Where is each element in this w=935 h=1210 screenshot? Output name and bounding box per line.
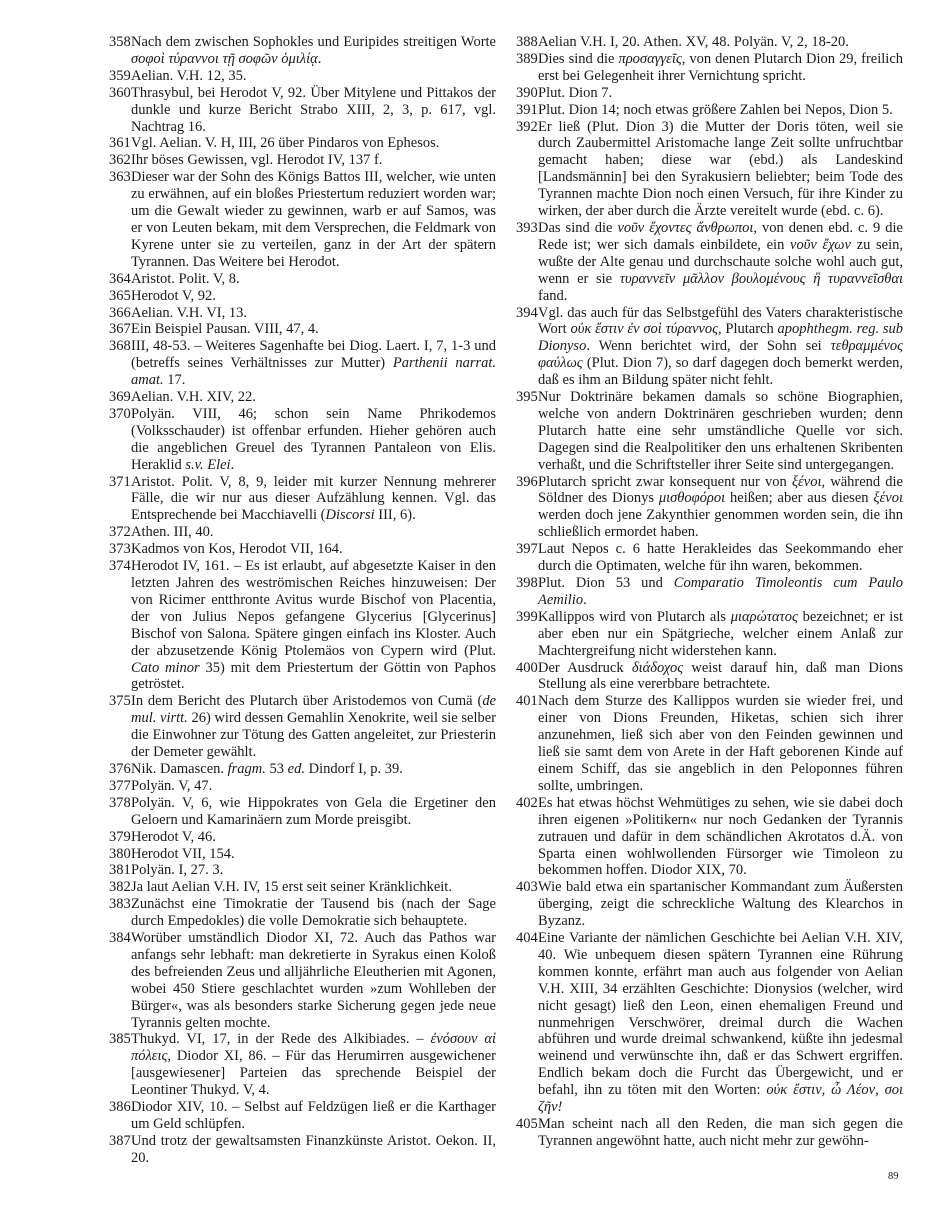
endnote: [516, 541, 903, 575]
endnote-number: 373: [109, 541, 131, 558]
endnote-number: 378: [109, 794, 131, 811]
endnote: [109, 829, 496, 846]
endnote-number: 403: [516, 879, 538, 896]
endnote: [109, 338, 496, 389]
endnote-text: Plut. Dion 7.: [538, 84, 613, 101]
endnote-text: Herodot VII, 154.: [131, 845, 235, 862]
endnote: [109, 541, 496, 558]
endnote: [109, 1133, 496, 1167]
endnote: [109, 879, 496, 896]
endnote-number: 393: [516, 219, 538, 236]
endnote: [516, 693, 903, 794]
endnote-italic-text: τυραννεῖν μᾶλλον βουλομένους ἢ τυραννεῖσθαι: [619, 270, 903, 287]
endnote-text: Kadmos von Kos, Herodot VII, 164.: [131, 541, 343, 558]
endnote-text: Er ließ (Plut. Dion 3) die Mutter der Doris töten, weil sie durch Zaubermittel Aristomache lange Zeit sollte unfruchtbar gemacht haben; diese war (ebd.) als Landeskind [Landsmännin] bei den Syrakusiern beliebter; beim Tode des Tyrannen machte Dion noch einen Versuch, für ihre Kinder zu wirken, der aber durch die Ärzte vereitelt wurde (ebd. c. 6).: [538, 118, 903, 220]
endnote-text: Polyän. VIII, 46; schon sein Name Phrikodemos (Volksschauder) ist offenbar erfunden. Hieher gehören auch die angeblichen Greuel des Tyrannen Pantaleon von Elis. Heraklid: [131, 405, 496, 473]
endnote: [109, 169, 496, 270]
endnote-text: , während die Söldner des Dionys: [538, 473, 903, 507]
endnote-text: Man scheint nach all den Reden, die man sich gegen die Tyrannen angewöhnt hatte, auch nicht mehr zur gewöhn-: [538, 1116, 903, 1149]
endnote-number: 389: [516, 50, 538, 67]
endnote-number: 358: [109, 34, 131, 50]
endnote-italic-text: ξένοι: [791, 473, 822, 490]
endnote-number: 375: [109, 693, 131, 710]
endnote-text: Nach dem zwischen Sophokles und Euripides streitigen Worte: [131, 34, 496, 50]
endnote-text: weist darauf hin, daß man Dions Stellung als eine vererbbare betrachtete.: [538, 659, 903, 693]
endnote-text: Vgl. das auch für das Selbstgefühl des Vaters charakteristische Wort: [538, 304, 903, 338]
endnote-text: (Plut. Dion 7), so darf dagegen doch bemerkt werden, daß es ihm an Bildung später nicht fehlt.: [538, 355, 903, 389]
endnote-text: Thukyd. VI, 17, in der Rede des Alkibiades. –: [131, 1031, 431, 1048]
endnote: [109, 930, 496, 1031]
endnote: [109, 135, 496, 152]
left-notes-column: [109, 34, 496, 1167]
endnote-italic-text: fragm.: [227, 760, 266, 777]
endnote: [516, 930, 903, 1116]
endnote-text: Das sind die: [538, 219, 618, 236]
endnote-text: Dindorf I, p. 39.: [304, 760, 403, 777]
endnote-text: Vgl. Aelian. V. H, III, 26 über Pindaros von Ephesos.: [131, 135, 440, 152]
endnote-text: bezeichnet; er ist aber eben nur ein Spätgrieche, welcher einem Anlaß zur Machtergreifung nicht widerstehen kann.: [538, 608, 903, 659]
endnote-text: Kallippos wird von Plutarch als: [538, 608, 731, 625]
endnote-text: Athen. III, 40.: [131, 524, 214, 541]
endnote-italic-text: ξένοι: [873, 490, 903, 507]
endnote-italic-text: Discorsi: [325, 507, 375, 524]
endnote-number: 363: [109, 169, 131, 186]
endnote: [109, 896, 496, 930]
endnote-text: Wie bald etwa ein spartanischer Kommandant zum Äußersten überging, zeigt die schreckliche Waltung des Klearchos in Byzanz.: [538, 879, 903, 930]
endnote-italic-text: σοφοὶ τύραννοι τῇ σοφῶν ὁμιλίᾳ: [131, 50, 318, 67]
endnote: [109, 152, 496, 169]
endnote-number: 380: [109, 845, 131, 862]
endnote: [516, 102, 903, 119]
endnote: [109, 693, 496, 761]
endnote-text: , von denen Plutarch Dion 29, freilich erst bei Gelegenheit ihrer Vernichtung spricht.: [538, 50, 904, 84]
endnote-number: 394: [516, 304, 538, 321]
endnote: [109, 34, 496, 68]
endnote: [516, 660, 903, 694]
endnote-italic-text: de mul. virtt.: [131, 693, 496, 727]
endnote: [109, 846, 496, 863]
endnote-text: Diodor XIV, 10. – Selbst auf Feldzügen ließ er die Karthager um Geld schlüpfen.: [131, 1099, 496, 1132]
endnote-text: Zunächst eine Timokratie der Tausend bis (nach der Sage durch Empedokles) die volle Demokratie sich behauptete.: [131, 896, 496, 930]
endnote-text: fand.: [538, 287, 568, 304]
endnote-text: Ja laut Aelian V.H. IV, 15 erst seit seiner Kränklichkeit.: [131, 879, 452, 896]
endnote-number: 401: [516, 693, 538, 710]
endnote: [109, 761, 496, 778]
endnote: [516, 34, 903, 51]
endnote-text: .: [317, 50, 322, 67]
endnote-text: , von denen ebd. c. 9 die Rede ist; wer sich damals einbildete, ein: [538, 219, 903, 253]
endnote-number: 395: [516, 389, 538, 406]
endnote-text: Nur Doktrinäre bekamen damals so schöne Biographien, welche von andern Doktrinären geschrieben wurden; denn Plutarch hatte eine sehr umständliche Quelle vor sich. Dagegen sind die Realpolitiker den uns erhaltenen Skribenten verhaßt, und die Schriftsteller ihrer Seite sind untergegangen.: [538, 389, 903, 473]
endnote: [516, 305, 903, 390]
endnote: [109, 558, 496, 693]
endnote-number: 388: [516, 34, 538, 50]
endnote-number: 397: [516, 541, 538, 558]
endnote: [109, 85, 496, 136]
endnote-text: 26) wird dessen Gemahlin Xenokrite, weil sie selber die Einwohner zur Tötung des Gatten angeleitet, zur Priesterin der Demeter gewählt.: [131, 710, 496, 761]
endnote-text: Dieser war der Sohn des Königs Battos III, welcher, wie unten zu erwähnen, auf ein bloßes Priestertum reduziert worden war; um die Gewalt wieder zu gewinnen, warb er auf Samos, was er von Leuten bekam, mit dem Versprechen, die Feldmark von Kyrene unter sie zu verteilen, ganz in der Art der spätern Tyrannen. Das Weitere bei Herodot.: [131, 169, 496, 270]
page-number: 89: [888, 1171, 899, 1182]
endnote: [516, 474, 903, 542]
endnote: [516, 220, 903, 305]
endnote-text: 17.: [163, 372, 186, 389]
endnote-number: 382: [109, 879, 131, 896]
endnote-italic-text: Parthenii narrat. amat.: [131, 355, 497, 389]
endnote-text: , Diodor XI, 86. – Für das Herumirren ausgewichener [ausgewiesener] Parteien das sprechende Beispiel der Leontiner Thukyd. V, 4.: [131, 1048, 496, 1099]
endnote: [516, 51, 903, 85]
endnote-number: 383: [109, 896, 131, 913]
endnote-number: 404: [516, 930, 538, 947]
endnote-text: 53: [265, 760, 288, 777]
endnote-number: 364: [109, 270, 131, 287]
endnote-text: III, 48-53. – Weiteres Sagenhafte bei Diog. Laert. I, 7, 1-3 und (betreffs seines Verhältnisses zur Mutter): [131, 338, 496, 372]
endnote-text: In dem Bericht des Plutarch über Aristodemos von Cumä (: [131, 693, 483, 710]
endnote: [109, 778, 496, 795]
endnote: [109, 389, 496, 406]
endnote: [516, 85, 903, 102]
endnote-number: 377: [109, 777, 131, 794]
endnote: [516, 389, 903, 474]
endnote-number: 362: [109, 152, 131, 169]
endnote: [109, 305, 496, 322]
endnote-text: Polyän. V, 47.: [131, 777, 213, 794]
endnote: [109, 321, 496, 338]
endnote-italic-text: μιαρώτατος: [730, 608, 798, 625]
endnote-text: Plut. Dion 14; noch etwas größere Zahlen bei Nepos, Dion 5.: [538, 101, 893, 118]
endnote-italic-text: Comparatio Timoleontis cum Paulo Aemilio: [538, 575, 903, 608]
endnote-text: Ihr böses Gewissen, vgl. Herodot IV, 137 f.: [131, 152, 383, 169]
endnote-text: zu sein, wußte der Alte genau und durchschaute solche wohl auch gut, wenn er sie: [538, 236, 903, 287]
endnote-text: .: [230, 456, 235, 473]
endnote-number: 392: [516, 118, 538, 135]
endnote-text: Es hat etwas höchst Wehmütiges zu sehen, wie sie dabei doch ihren eigenen »Politikern« nur noch Gedanken der Tyrannis zutrauen und dafür in dem schändlichen Akrotatos d.Ä. von Sparta einen wohlwollenden Fürsorger wie Timoleon zu bekommen hoffen. Diodor XIX, 70.: [538, 794, 903, 879]
endnote: [109, 271, 496, 288]
endnote-text: Plut. Dion 53 und: [538, 575, 674, 591]
endnote-italic-text: οὐκ ἔστιν ἐν σοὶ τύραννος: [570, 321, 718, 338]
endnote-number: 360: [109, 84, 131, 101]
endnote-number: 386: [109, 1099, 131, 1116]
endnote: [516, 575, 903, 609]
endnote-text: Polyän. I, 27. 3.: [131, 862, 224, 879]
endnote-italic-text: ἐνόσουν αἱ πόλεις: [131, 1031, 496, 1065]
endnote-number: 371: [109, 473, 131, 490]
endnote-text: .: [583, 591, 587, 608]
endnote-text: Der Ausdruck: [538, 659, 632, 676]
endnote-number: 400: [516, 659, 538, 676]
endnote-text: Herodot IV, 161. – Es ist erlaubt, auf abgesetzte Kaiser in den letzten Jahren des weströmischen Reiches hinzuweisen: Der von Ricimer entthronte Avitus wurde Bischof von Placentia, der von Julius Nepos gefangene Glycerius [Glycerinus] Bischof von Salona. Spätere gingen einfach ins Kloster. Auch der abzusetzende König Ptolemäos von Cypern wird (Plut.: [131, 558, 496, 659]
endnote-text: Aelian. V.H. 12, 35.: [131, 67, 247, 84]
endnote-number: 402: [516, 794, 538, 811]
endnote: [516, 119, 903, 220]
endnote-text: Aelian V.H. I, 20. Athen. XV, 48. Polyän. V, 2, 18-20.: [538, 34, 849, 50]
endnote-number: 391: [516, 101, 538, 118]
endnote-number: 372: [109, 524, 131, 541]
endnote: [109, 474, 496, 525]
endnote-text: Herodot V, 46.: [131, 828, 216, 845]
endnote-number: 396: [516, 473, 538, 490]
endnote-italic-text: οὐκ ἔστιν, ὦ Λέον, σοι ζῆν!: [538, 1082, 903, 1116]
endnote-number: 384: [109, 930, 131, 947]
endnote-text: Nik. Damascen.: [131, 760, 228, 777]
endnote-number: 405: [516, 1116, 538, 1132]
endnote-text: , Plutarch: [718, 321, 778, 338]
endnote: [516, 879, 903, 930]
endnote-text: Aristot. Polit. V, 8.: [131, 270, 240, 287]
endnote-text: Und trotz der gewaltsamsten Finanzkünste Aristot. Oekon. II, 20.: [131, 1132, 496, 1166]
endnote-text: Aelian. V.H. VI, 13.: [131, 304, 247, 321]
endnote: [109, 862, 496, 879]
endnote-text: Worüber umständlich Diodor XI, 72. Auch das Pathos war anfangs sehr lebhaft: man dekretierte in Syrakus einen Koloß des befreienden Zeus und alljährliche Eleutherien mit Agonen, wobei 450 Stiere geschlachtet wurden »zum Wohlleben der Bürger«, was als besonders starke Sicherung gegen jede neue Tyrannis gelten mochte.: [131, 930, 496, 1031]
right-notes-column: [516, 34, 903, 1150]
endnote-number: 387: [109, 1132, 131, 1149]
endnote-italic-text: προσαγγεῖς: [618, 50, 682, 67]
endnote-number: 359: [109, 67, 131, 84]
endnote-number: 361: [109, 135, 131, 152]
endnote-number: 370: [109, 405, 131, 422]
endnote-italic-text: μισθοφόροι: [658, 490, 726, 507]
endnote-number: 365: [109, 287, 131, 304]
endnote-number: 399: [516, 608, 538, 625]
endnote-number: 369: [109, 389, 131, 406]
endnote-italic-text: apophthegm. reg. sub Dionyso: [538, 321, 904, 355]
endnote: [109, 524, 496, 541]
endnote-text: 35) mit dem Priestertum der Göttin von Paphos getröstet.: [131, 659, 496, 693]
endnote: [109, 1031, 496, 1099]
endnote-text: Thrasybul, bei Herodot V, 92. Über Mitylene und Pittakos der dunkle und kurze Bericht Strabo XIII, 2, 3, p. 617, vgl. Nachtrag 16.: [131, 84, 496, 135]
endnote-text: Herodot V, 92.: [131, 287, 216, 304]
endnote-number: 368: [109, 338, 131, 355]
endnote-text: werden doch jene Zakynthier genommen worden sein, die ihn schließlich ermordet haben.: [538, 507, 903, 541]
endnote: [109, 1099, 496, 1133]
endnote-text: Plutarch spricht zwar konsequent nur von: [538, 473, 792, 490]
endnote: [109, 795, 496, 829]
endnote-italic-text: s.v. Elei: [185, 456, 231, 473]
endnote-text: heißen; aber aus diesen: [725, 490, 874, 507]
endnote-number: 398: [516, 575, 538, 591]
endnote-text: Nach dem Sturze des Kallippos wurden sie wieder frei, und einer von Dions Freunden, Hiketas, schien sich ihrer anzunehmen, ließ sich aber von den Feinden gewinnen und ließ sie samt dem von Arete in der Haft geborenen Kinde auf einem Schiff, das sie angeblich in den Peloponnes führen sollte, umbringen.: [538, 693, 903, 794]
endnote: [109, 288, 496, 305]
endnote-number: 367: [109, 321, 131, 338]
endnote-italic-text: Cato minor: [131, 659, 200, 676]
endnote-number: 381: [109, 862, 131, 879]
endnote: [109, 68, 496, 85]
endnote-text: III, 6).: [374, 507, 416, 524]
endnote-text: Laut Nepos c. 6 hatte Herakleides das Seekommando eher durch die Optimaten, welche für ihn waren, bekommen.: [538, 541, 903, 575]
endnote-number: 379: [109, 828, 131, 845]
endnote-text: Ein Beispiel Pausan. VIII, 47, 4.: [131, 321, 319, 338]
endnote-text: Polyän. V, 6, wie Hippokrates von Gela die Ergetiner den Geloern und Kamarinäern zum Morde preisgibt.: [131, 794, 496, 828]
endnote-text: Aristot. Polit. V, 8, 9, leider mit kurzer Nennung mehrerer Fälle, die wir nur aus dieser Aufzählung kennen. Vgl. das Entsprechende bei Macchiavelli (: [131, 473, 496, 524]
endnote-italic-text: διάδοχος: [631, 659, 684, 676]
endnote-number: 374: [109, 558, 131, 575]
endnote-text: Aelian. V.H. XIV, 22.: [131, 389, 256, 406]
endnote: [109, 406, 496, 474]
endnote: [516, 1116, 903, 1150]
endnote-italic-text: ed.: [287, 760, 305, 777]
endnote-number: 385: [109, 1031, 131, 1048]
endnote-number: 376: [109, 760, 131, 777]
endnote-number: 390: [516, 84, 538, 101]
endnote-italic-text: νοῦν ἔχοντες ἄνθρωποι: [617, 219, 754, 236]
endnote-italic-text: νοῦν ἔχων: [790, 236, 851, 253]
endnote-text: Eine Variante der nämlichen Geschichte bei Aelian V.H. XIV, 40. Wie unbequem diesen spätern Tyrannen eine Rührung kommen konnte, erfährt man auch aus folgender von Aelian V.H. XIII, 34 erzählten Geschichte: Dionysios (welcher, wird nicht gesagt) ließ den Leon, einen ehemaligen Freund und nunmehrigen Verschwörer, dreimal durch die Wachen abführen und wurde dreimal schwankend, küßte ihn jedesmal weinend und verwünschte ihn, daß er das Schwert ergriffen. Endlich bekam doch die Furcht das Übergewicht, und er befahl, ihn zu töten mit den Worten:: [538, 930, 903, 1099]
endnote: [516, 795, 903, 880]
endnote-number: 366: [109, 304, 131, 321]
endnote: [516, 609, 903, 660]
endnote-text: Dies sind die: [538, 50, 619, 67]
endnote-italic-text: τεθραμμένος φαύλως: [538, 338, 903, 372]
endnote-text: . Wenn berichtet wird, der Sohn sei: [586, 338, 831, 355]
